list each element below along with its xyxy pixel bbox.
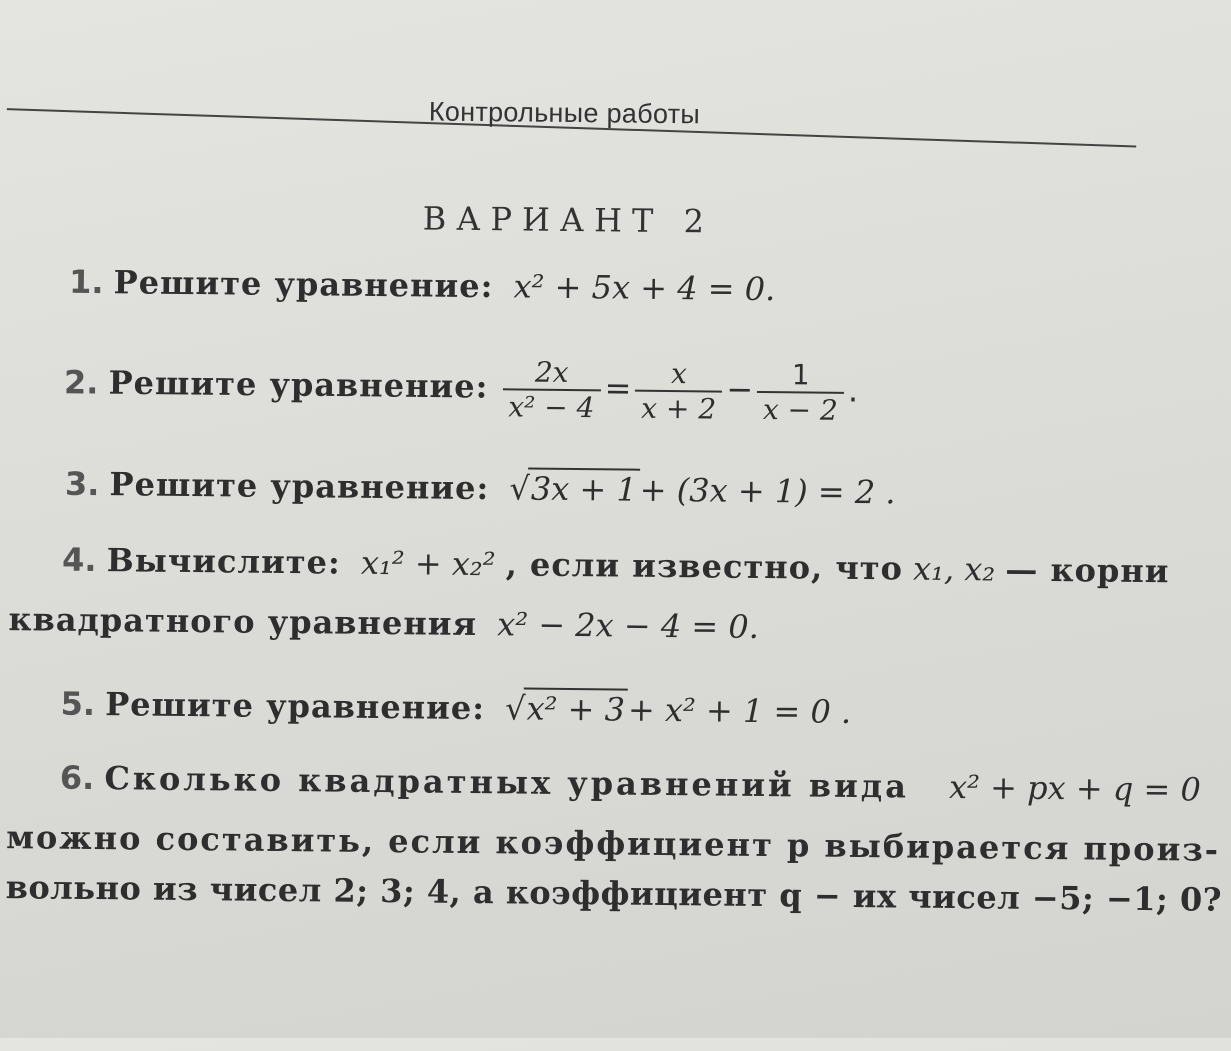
fraction-1 [502, 355, 601, 424]
task-2: 2. Решите уравнение: $\frac{2x}{\text{x² − 4}}$ = $\frac{x}{x + 2}$ − $\frac{1}{x - 2}$ . [63, 355, 859, 427]
variant-title: ВАРИАНТ 2 [422, 199, 715, 241]
task-label: Решите уравнение: [113, 263, 494, 306]
task-number: 1. [68, 262, 104, 302]
task-1 [69, 263, 776, 308]
task-equation: x² + 5x + 4 = 0. [513, 267, 776, 309]
fraction-numerator: x [635, 357, 722, 393]
fraction-3 [757, 358, 845, 427]
equation-tail: + x² + 1 = 0 . [627, 690, 852, 731]
page-header-title: Контрольные работы [428, 96, 701, 130]
task-text: Сколько квадратных уравнений вида [104, 759, 910, 806]
task-number: 6. [59, 758, 95, 798]
task-expression: x₁² + x₂² [360, 543, 496, 584]
task-number: 2. [63, 363, 99, 402]
sqrt-symbol: √ [509, 469, 531, 508]
task-4-line-2 [8, 600, 759, 646]
equation-tail: + (3x + 1) = 2 . [639, 470, 896, 512]
task-label: Решите уравнение: [109, 465, 490, 508]
task-label: Решите уравнение: [108, 363, 489, 406]
task-text: , если известно, что [505, 545, 904, 588]
task-5 [60, 683, 851, 731]
task-6-line-2: можно составить, если коэффициент p выбирается произ- [6, 818, 1221, 869]
task-equation: x² + px + q = 0 [948, 767, 1202, 809]
task-4 [62, 541, 1170, 591]
task-text: квадратного уравнения [8, 600, 478, 644]
fraction-numerator: 2x [503, 355, 601, 391]
fraction-2 [635, 357, 723, 426]
fraction-numerator: 1 [757, 358, 844, 394]
fraction-denominator: x + 2 [641, 391, 717, 426]
fraction-denominator: x − 2 [762, 393, 838, 427]
task-number: 5. [60, 684, 96, 724]
task-number: 3. [64, 464, 100, 504]
task-equation: x² − 2x − 4 = 0. [497, 605, 760, 646]
task-roots: x₁, x₂ [912, 549, 996, 589]
task-3 [65, 463, 896, 512]
task-text: — корни [1005, 550, 1170, 591]
radicand: x² + 3 [523, 688, 628, 729]
task-label: Вычислите: [106, 541, 341, 582]
task-label: Решите уравнение: [105, 685, 486, 728]
task-number: 4. [61, 540, 97, 580]
task-6-line-3: вольно из чисел 2; 3; 4, а коэффициент q − их чисел −5; −1; 0? [5, 868, 1223, 919]
sqrt-symbol: √ [504, 689, 526, 728]
radicand: 3x + 1 [528, 468, 640, 509]
fraction-denominator: x² − 4 [508, 390, 595, 425]
task-6 [60, 759, 1201, 809]
